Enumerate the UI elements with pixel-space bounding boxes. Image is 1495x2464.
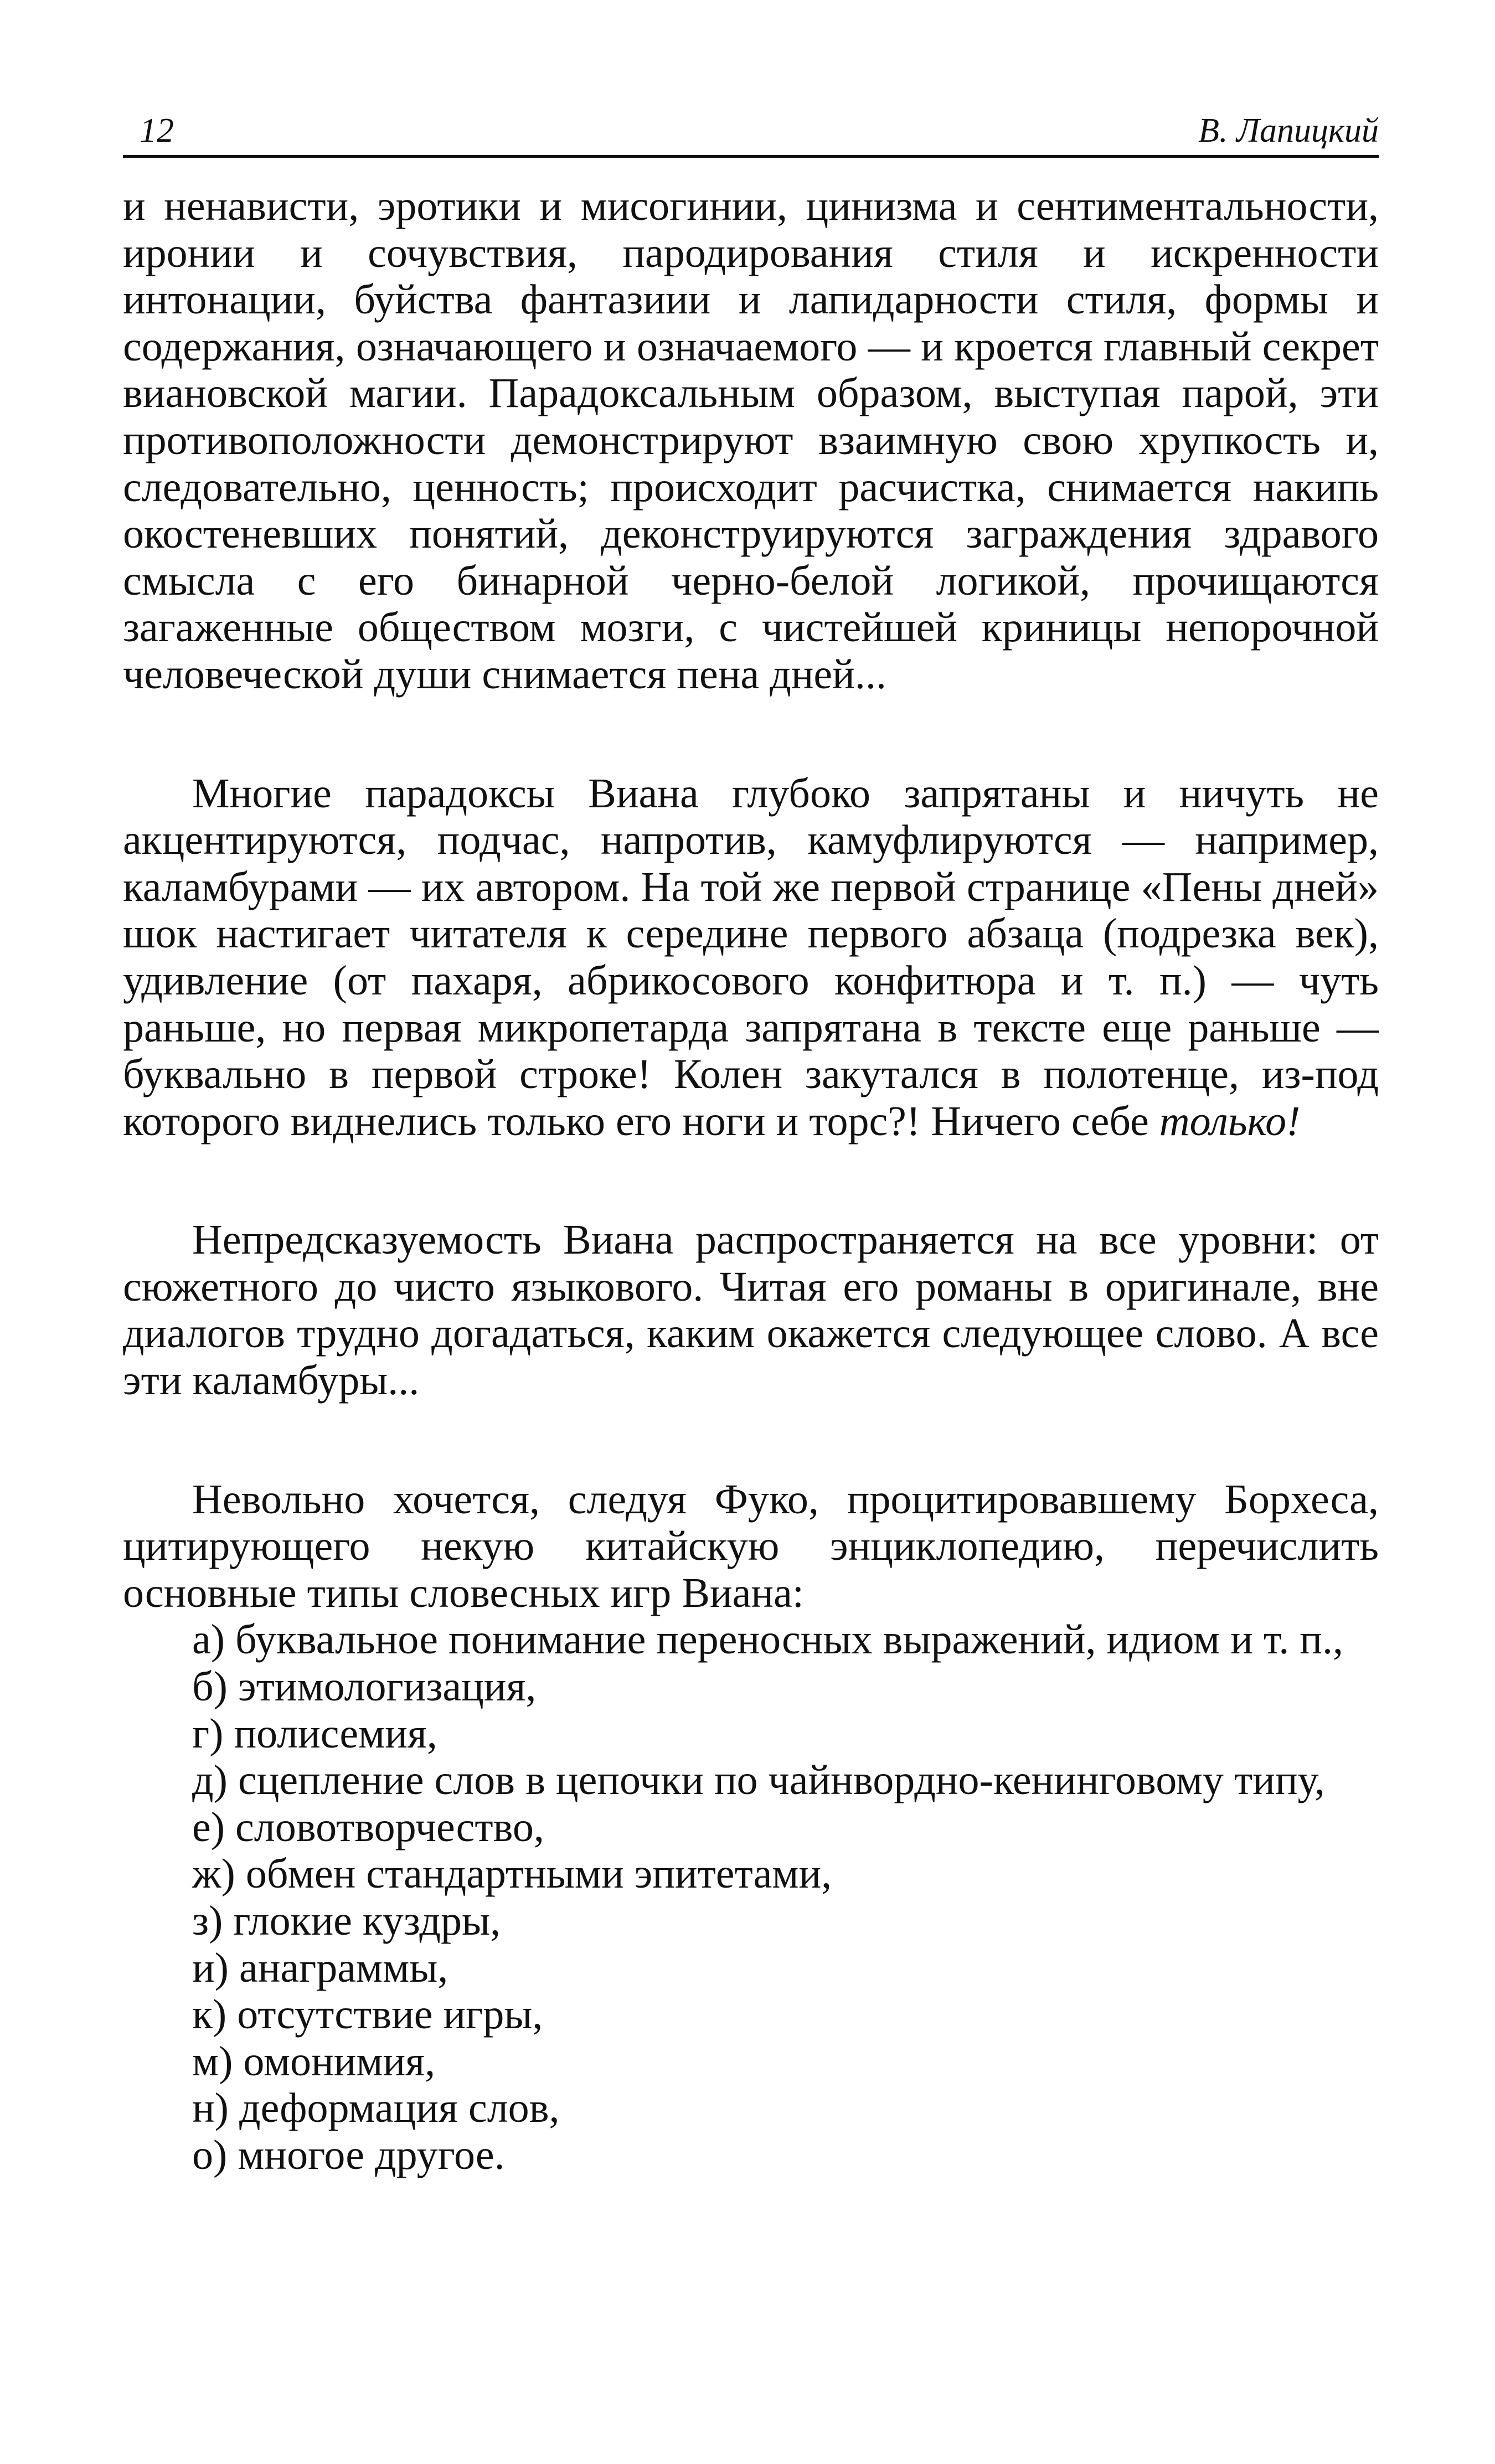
paragraph: Непредсказуемость Виана распространяется на все уровни: от сюжетного до чисто языкового. Читая его романы в оригинале, вне диалогов трудно догадаться, каким окажется следующее слово. А все эти каламбуры... [123,1216,1379,1404]
list-item: з) глокие куздры, [192,1898,501,1944]
list-item: б) этимологизация, [192,1663,537,1710]
list-item: н) деформация слов, [192,2085,560,2132]
list-item: к) отсутствие игры, [192,1991,543,2038]
list-item: и) анаграммы, [192,1944,448,1991]
wordplay-types-list [123,1616,1379,2178]
paragraph [123,770,1379,1145]
paragraph-text: Многие парадоксы Виана глубоко запрятаны и ничуть не акцентируются, подчас, напротив, камуфлируются — например, каламбурами — их автором. На той же первой странице «Пены дней» шок настигает читателя к середине первого абзаца (подрезка век), удивление (от пахаря, абрикосового конфитюра и т. п.) — чуть раньше, но первая микропетарда запрятана в тексте еще раньше — буквально в первой строке! Колен закутался в полотенце, из-под которого виднелись только его ноги и торс?! Ничего себе [123,770,1379,1145]
running-header [123,83,1379,158]
paragraph-continuation: и ненависти, эротики и мисогинии, цинизма и сентиментальности, иронии и сочувствия, пародирования стиля и искренности интонации, буйства фантазиии и лапидарности стиля, формы и содержания, означающего и означаемого — и кроется главный секрет виановской магии. Парадоксальным образом, выступая парой, эти противоположности демонстрируют взаимную свою хрупкость и, следовательно, ценность; происходит расчистка, снимается накипь окостеневших понятий, деконструируются заграждения здравого смысла с его бинарной черно-белой логикой, прочищаются загаженные обществом мозги, с чистейшей криницы непорочной человеческой души снимается пена дней... [123,183,1379,698]
page-number: 12 [140,112,174,150]
body-text [123,183,1379,2179]
list-item: д) сцепление слов в цепочки по чайнвордно-кенинговому типу, [192,1757,1325,1804]
list-item: ж) обмен стандартными эпитетами, [192,1850,832,1898]
running-head-author: В. Лапицкий [1198,112,1379,150]
book-page [123,83,1379,2179]
paragraph-list-intro: Невольно хочется, следуя Фуко, процитировавшему Борхеса, цитирующего некую китайскую энциклопедию, перечислить основные типы словесных игр Виана: [123,1476,1379,1616]
italic-emphasis: только! [1159,1097,1301,1145]
list-item: е) словотворчество, [192,1803,544,1850]
list-item: м) омонимия, [192,2038,436,2085]
list-item: о) многое другое. [192,2131,505,2178]
list-item: а) буквальное понимание переносных выражений, идиом и т. п., [192,1616,1343,1663]
list-item: г) полисемия, [192,1710,437,1757]
